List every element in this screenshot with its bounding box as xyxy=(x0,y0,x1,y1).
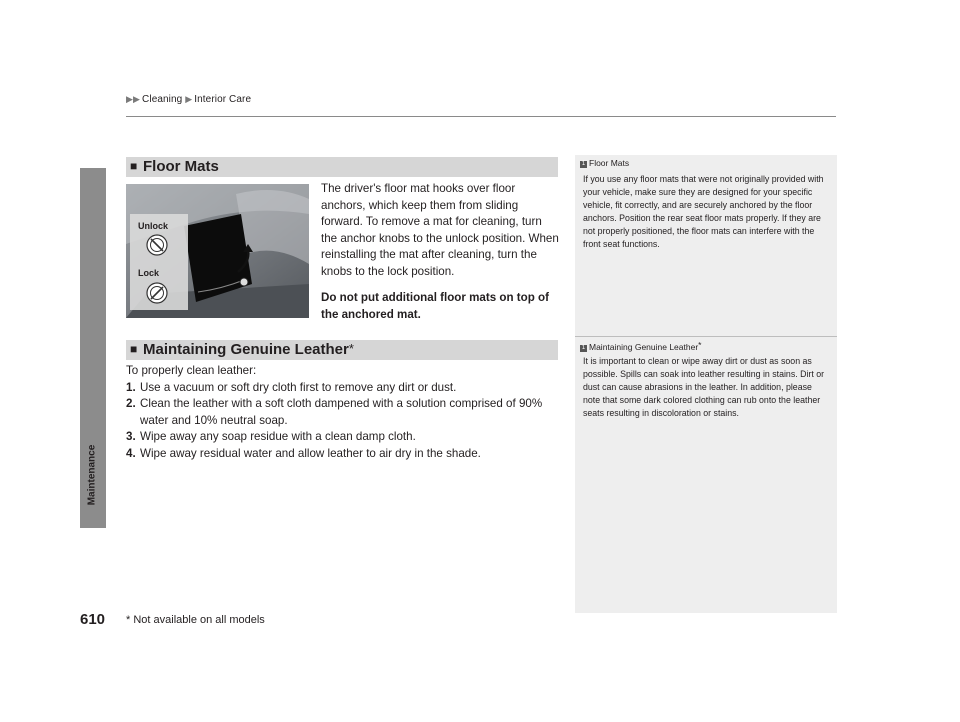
breadcrumb-arrow-icon: ▶▶ xyxy=(126,94,141,104)
section-square-icon: ■ xyxy=(130,159,138,173)
floor-mats-warning: Do not put additional floor mats on top of the anchored mat. xyxy=(321,291,549,321)
page-number: 610 xyxy=(80,611,106,628)
floor-mats-paragraph: The driver's floor mat hooks over floor anchors, which keep them from sliding forward. To remove a mat for cleaning, turn the anchor knobs to the unlock position. When reinstalling the mat after cleaning, turn the knobs to the lock position. xyxy=(321,182,559,278)
footnote: * Not available on all models xyxy=(126,614,265,626)
list-item: 3. Wipe away any soap residue with a clean damp cloth. xyxy=(126,430,416,443)
floor-mats-note-title: 1 Floor Mats xyxy=(581,158,630,168)
leather-heading: Maintaining Genuine Leather* xyxy=(143,341,354,358)
header-divider xyxy=(126,116,836,117)
breadcrumb-arrow-icon: ▶ xyxy=(185,94,193,104)
list-item: 4. Wipe away residual water and allow leather to air dry in the shade. xyxy=(126,446,481,460)
section-square-icon: ■ xyxy=(130,342,138,356)
floor-mat-anchor-figure xyxy=(126,184,309,318)
floor-mats-heading-bar xyxy=(126,157,558,177)
floor-mats-note-text: If you use any floor mats that were not originally provided with your vehicle, make sure they are designed for your specific vehicle, fit correctly, and are securely anchored by the floor anchors. Position the rear seat floor mats properly. If they are not properly positioned, the floor mats can interfere with the front seat functions. xyxy=(583,174,824,249)
availability-asterisk: * xyxy=(348,341,354,356)
floor-mats-heading: Floor Mats xyxy=(143,158,219,175)
note-divider xyxy=(575,336,837,337)
knob-unlock-icon xyxy=(146,234,168,256)
knob-lock-icon xyxy=(146,282,168,304)
note-marker-icon: 1 xyxy=(581,161,586,167)
section-side-label xyxy=(82,430,102,520)
note-marker-icon: 1 xyxy=(581,345,586,351)
leather-cleaning-list xyxy=(126,363,558,462)
breadcrumb-item-interior-care[interactable]: Interior Care xyxy=(194,94,252,105)
breadcrumb xyxy=(126,94,251,105)
list-item: 1. Use a vacuum or soft dry cloth first to remove any dirt or dust. xyxy=(126,380,457,394)
leather-note-title: 1 Maintaining Genuine Leather* xyxy=(581,340,702,352)
lock-label: Lock xyxy=(138,268,160,278)
unlock-label: Unlock xyxy=(138,221,169,231)
list-item: 2. Clean the leather with a soft cloth dampened with a solution comprised of 90% water and 10% neutral soap. xyxy=(126,397,543,427)
leather-intro: To properly clean leather: xyxy=(126,364,257,377)
breadcrumb-item-cleaning[interactable]: Cleaning xyxy=(142,94,183,105)
section-side-label-text: Maintenance xyxy=(86,444,98,506)
leather-note-text: It is important to clean or wipe away dirt or dust as soon as possible. Spills can soak into leather resulting in stains. Dirt or dust can cause abrasions in the leather. In addition, please note that some dark colored clothing can rub onto the leather seats resulting in discoloration or stains. xyxy=(583,356,825,418)
leather-heading-bar xyxy=(126,340,558,360)
